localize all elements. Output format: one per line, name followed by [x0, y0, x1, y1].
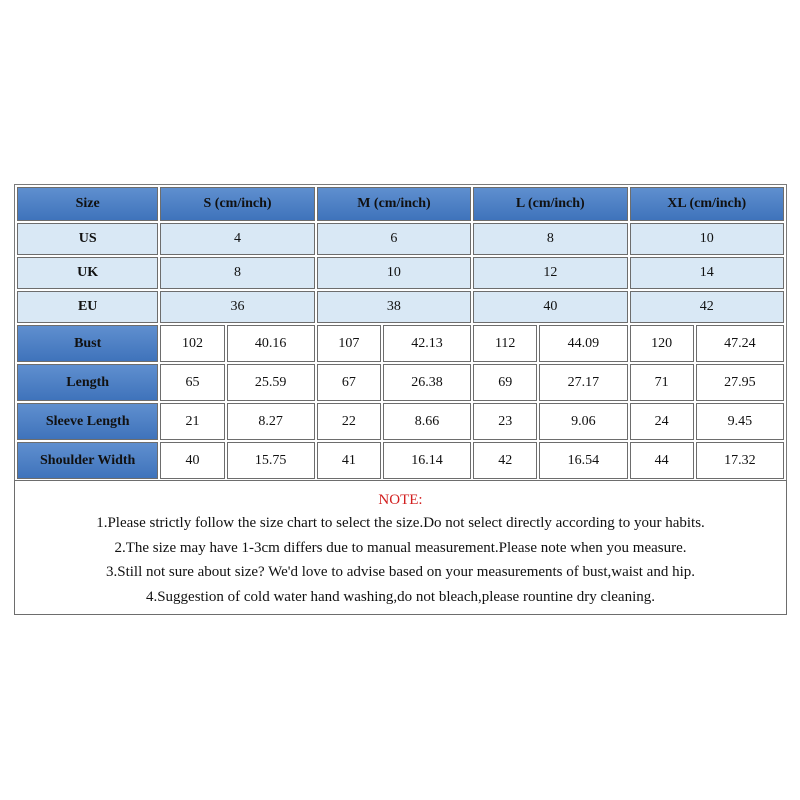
cm-cell: 22 [317, 403, 381, 440]
cm-cell: 112 [473, 325, 537, 362]
inch-cell: 17.32 [696, 442, 784, 479]
size-table [14, 184, 787, 482]
cm-cell: 107 [317, 325, 381, 362]
cm-cell: 23 [473, 403, 537, 440]
row-label: Bust [17, 325, 158, 362]
size-cell: 10 [630, 223, 785, 255]
inch-cell: 26.38 [383, 364, 471, 401]
cm-cell: 67 [317, 364, 381, 401]
size-cell: 8 [160, 257, 314, 289]
header-l: L (cm/inch) [473, 187, 627, 221]
size-cell: 14 [630, 257, 785, 289]
size-chart [14, 184, 787, 482]
note-line: 2.The size may have 1-3cm differs due to manual measurement.Please note when you measure. [114, 539, 687, 556]
size-cell: 36 [160, 291, 314, 323]
row-label: UK [17, 257, 158, 289]
measurement-row-length [17, 364, 784, 401]
header-xl: XL (cm/inch) [630, 187, 785, 221]
inch-cell: 9.06 [539, 403, 627, 440]
size-row-uk [17, 257, 784, 289]
note-line: 4.Suggestion of cold water hand washing,do not bleach,please rountine dry cleaning. [145, 588, 656, 605]
note-box [14, 480, 787, 615]
size-cell: 6 [317, 223, 471, 255]
cm-cell: 21 [160, 403, 224, 440]
inch-cell: 27.17 [539, 364, 627, 401]
measurement-row-sleeve-length [17, 403, 784, 440]
inch-cell: 16.54 [539, 442, 627, 479]
size-cell: 8 [473, 223, 627, 255]
cm-cell: 120 [630, 325, 694, 362]
size-cell: 38 [317, 291, 471, 323]
size-cell: 40 [473, 291, 627, 323]
inch-cell: 15.75 [227, 442, 315, 479]
inch-cell: 44.09 [539, 325, 627, 362]
size-cell: 12 [473, 257, 627, 289]
cm-cell: 65 [160, 364, 224, 401]
size-cell: 42 [630, 291, 785, 323]
header-row [17, 187, 784, 221]
inch-cell: 9.45 [696, 403, 784, 440]
inch-cell: 47.24 [696, 325, 784, 362]
cm-cell: 69 [473, 364, 537, 401]
size-header: Size [17, 187, 158, 221]
size-row-us [17, 223, 784, 255]
cm-cell: 40 [160, 442, 224, 479]
cm-cell: 24 [630, 403, 694, 440]
cm-cell: 44 [630, 442, 694, 479]
inch-cell: 8.66 [383, 403, 471, 440]
size-row-eu [17, 291, 784, 323]
row-label: US [17, 223, 158, 255]
cm-cell: 102 [160, 325, 224, 362]
inch-cell: 42.13 [383, 325, 471, 362]
row-label: Length [17, 364, 158, 401]
cm-cell: 41 [317, 442, 381, 479]
size-cell: 10 [317, 257, 471, 289]
note-title: NOTE: [378, 492, 423, 508]
measurement-row-shoulder-width [17, 442, 784, 479]
header-s: S (cm/inch) [160, 187, 314, 221]
inch-cell: 40.16 [227, 325, 315, 362]
size-cell: 4 [160, 223, 314, 255]
row-label: Sleeve Length [17, 403, 158, 440]
note-line: 3.Still not sure about size? We'd love to advise based on your measurements of bust,waist and hip. [105, 564, 696, 580]
note-line: 1.Please strictly follow the size chart to select the size.Do not select directly according to your habits. [96, 515, 705, 531]
cm-cell: 42 [473, 442, 537, 479]
measurement-row-bust [17, 325, 784, 362]
row-label: Shoulder Width [17, 442, 158, 479]
inch-cell: 8.27 [227, 403, 315, 440]
inch-cell: 16.14 [383, 442, 471, 479]
inch-cell: 27.95 [696, 364, 784, 401]
cm-cell: 71 [630, 364, 694, 401]
header-m: M (cm/inch) [317, 187, 471, 221]
inch-cell: 25.59 [227, 364, 315, 401]
row-label: EU [17, 291, 158, 323]
